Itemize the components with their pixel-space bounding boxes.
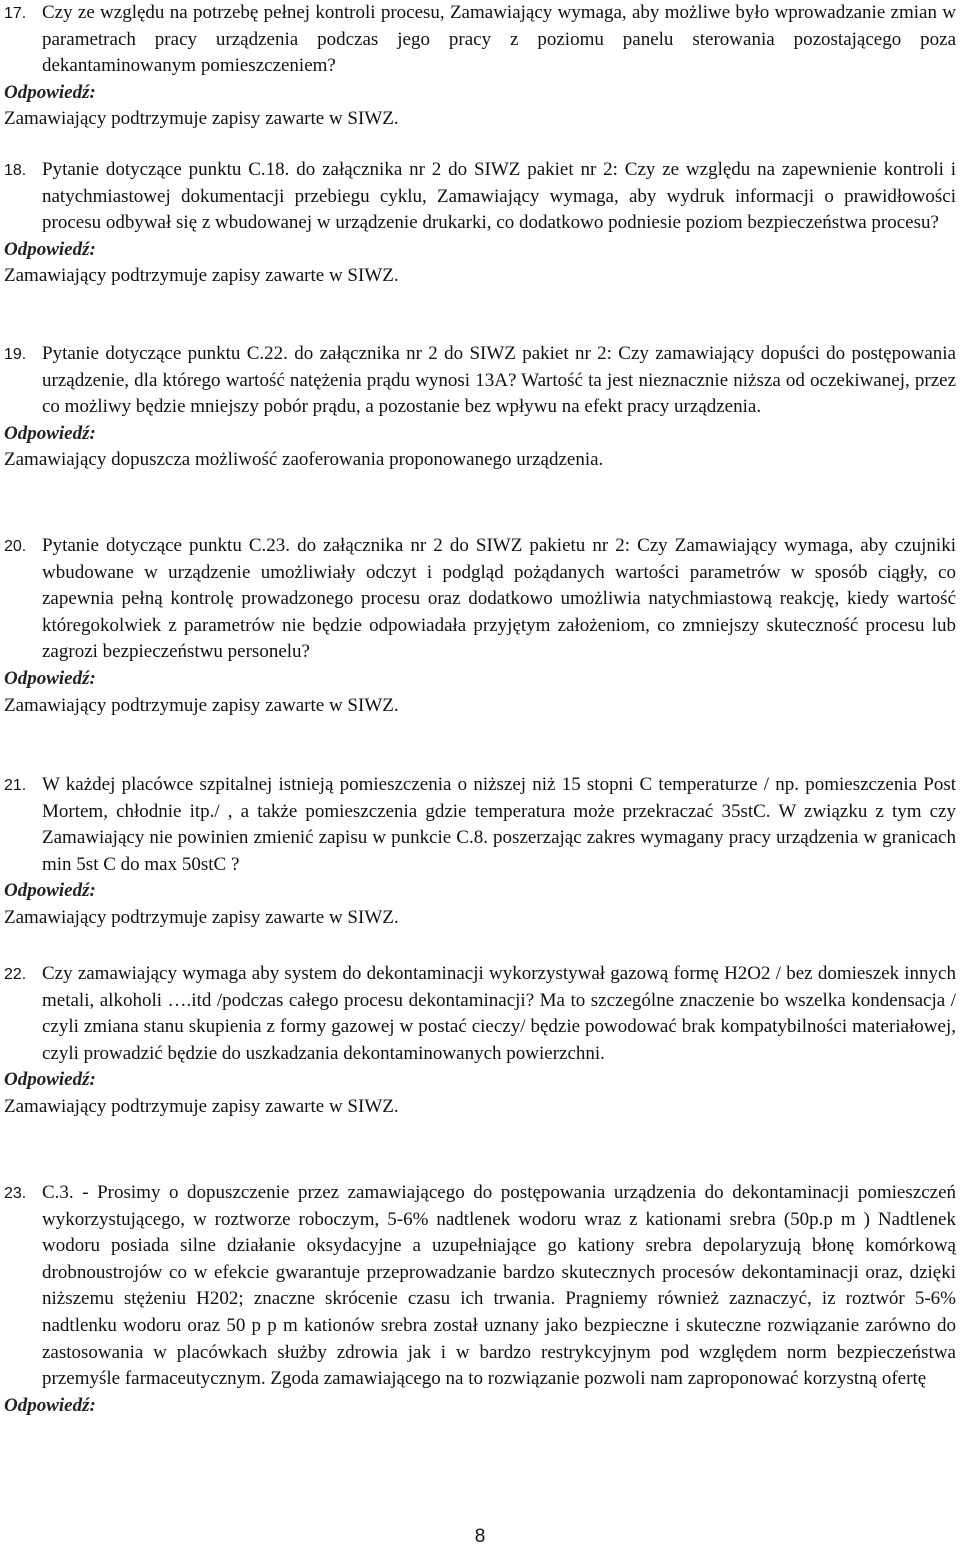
question-22 bbox=[0, 961, 960, 1121]
question-21 bbox=[0, 772, 960, 932]
question-number: 20. bbox=[4, 538, 27, 555]
question-number: 17. bbox=[4, 5, 27, 22]
question-text: Pytanie dotyczące punktu C.23. do załącznika nr 2 do SIWZ pakietu nr 2: Czy Zamawiający wymaga, aby czujniki wbudowane w urządzenie umożliwiały odczyt i podgląd pożądanych wartości parametrów w sposób ciągły, co zapewnia pełną kontrolę prowadzonego procesu oraz dodatkowo umożliwia natychmiastową reakcję, kiedy wartość któregokolwiek z parametrów nie będzie odpowiadała przyjętym założeniom, co zmniejszy skuteczność procesu lub zagrozi bezpieczeństwu personelu? bbox=[42, 535, 956, 663]
answer-text: Zamawiający podtrzymuje zapisy zawarte w SIWZ. bbox=[4, 265, 399, 287]
question-18 bbox=[0, 157, 960, 290]
question-19 bbox=[0, 341, 960, 474]
answer-text: Zamawiający podtrzymuje zapisy zawarte w SIWZ. bbox=[4, 108, 399, 130]
question-text: Pytanie dotyczące punktu C.18. do załącznika nr 2 do SIWZ pakiet nr 2: Czy ze względu na zapewnienie kontroli i natychmiastowej dokumentacji przebiegu cyklu, Zamawiający wymaga, aby wydruk informacji o prawidłowości procesu odbywał się z wbudowanej w urządzenie drukarki, co dodatkowo podniesie poziom bezpieczeństwa procesu? bbox=[42, 159, 956, 234]
question-number: 21. bbox=[4, 777, 27, 794]
answer-label: Odpowiedź: bbox=[4, 238, 96, 260]
page-number: 8 bbox=[474, 1526, 486, 1547]
question-23 bbox=[0, 1180, 960, 1419]
answer-text: Zamawiający podtrzymuje zapisy zawarte w SIWZ. bbox=[4, 694, 399, 716]
answer-label: Odpowiedź: bbox=[4, 880, 96, 902]
answer-text: Zamawiający podtrzymuje zapisy zawarte w SIWZ. bbox=[4, 906, 399, 928]
question-text: Czy zamawiający wymaga aby system do dekontaminacji wykorzystywał gazową formę H2O2 / bez domieszek innych metali, alkoholi ….itd /podczas całego procesu dekontaminacji? Ma to szczególne znaczenie bo wszelka kondensacja / czyli zmiana stanu skupienia z formy gazowej w postać cieczy/ będzie powodować brak kompatybilności materiałowej, czyli prowadzić będzie do uszkadzania dekontaminowanych powierzchni. bbox=[42, 963, 956, 1064]
answer-text: Zamawiający dopuszcza możliwość zaoferowania proponowanego urządzenia. bbox=[4, 449, 604, 471]
answer-label: Odpowiedź: bbox=[4, 422, 96, 444]
question-text: W każdej placówce szpitalnej istnieją pomieszczenia o niższej niż 15 stopni C temperaturze / np. pomieszczenia Post Mortem, chłodnie itp./ , a także pomieszczenia gdzie temperatura może przekraczać 35stC. W związku z tym czy Zamawiający nie powinien zmienić zapisu w punkcie C.8. poszerzając zakres wymagany pracy urządzenia w granicach min 5st C do max 50stC ? bbox=[42, 774, 956, 875]
answer-label: Odpowiedź: bbox=[4, 1394, 96, 1416]
question-text: Pytanie dotyczące punktu C.22. do załącznika nr 2 do SIWZ pakiet nr 2: Czy zamawiający dopuści do postępowania urządzenie, dla którego wartość natężenia prądu wynosi 13A? Wartość ta jest nieznacznie niższa od oczekiwanej, przez co możliwy będzie mniejszy pobór prądu, a pozostanie bez wpływu na efekt pracy urządzenia. bbox=[42, 343, 956, 418]
answer-label: Odpowiedź: bbox=[4, 1069, 96, 1091]
answer-text: Zamawiający podtrzymuje zapisy zawarte w SIWZ. bbox=[4, 1095, 399, 1117]
question-20 bbox=[0, 533, 960, 719]
question-text: Czy ze względu na potrzebę pełnej kontroli procesu, Zamawiający wymaga, aby możliwe było wprowadzanie zmian w parametrach pracy urządzenia podczas jego pracy z poziomu panelu sterowania pozostającego poza dekantaminowanym pomieszczeniem? bbox=[42, 2, 956, 77]
question-number: 18. bbox=[4, 162, 27, 179]
question-number: 22. bbox=[4, 966, 27, 983]
question-number: 19. bbox=[4, 346, 27, 363]
question-text: C.3. - Prosimy o dopuszczenie przez zamawiającego do postępowania urządzenia do dekontaminacji pomieszczeń wykorzystującego, w roztworze roboczym, 5-6% nadtlenek wodoru wraz z kationami srebra (50p.p m ) Nadtlenek wodoru posiada silne działanie oksydacyjne a uzupełniające go kationy srebra depolaryzują błonę komórkową drobnoustrojów co w efekcie gwarantuje przeprowadzanie bardzo skutecznych procesów dekontaminacji oraz, dzięki niższemu stężeniu H202; znaczne skrócenie czasu ich trwania. Pragniemy również zaznaczyć, iz roztwór 5-6% nadtlenku wodoru oraz 50 p p m kationów srebra został uznany jako bezpieczne i skuteczne rozwiązanie zarówno do zastosowania w placówkach służby zdrowia jak i w bardzo restrykcyjnym pod względem norm bezpieczeństwa przemyśle farmaceutycznym. Zgoda zamawiającego na to rozwiązanie pozwoli nam zaproponować korzystną ofertę bbox=[42, 1182, 956, 1390]
question-number: 23. bbox=[4, 1185, 27, 1202]
question-17 bbox=[0, 0, 960, 133]
answer-label: Odpowiedź: bbox=[4, 667, 96, 689]
answer-label: Odpowiedź: bbox=[4, 81, 96, 103]
